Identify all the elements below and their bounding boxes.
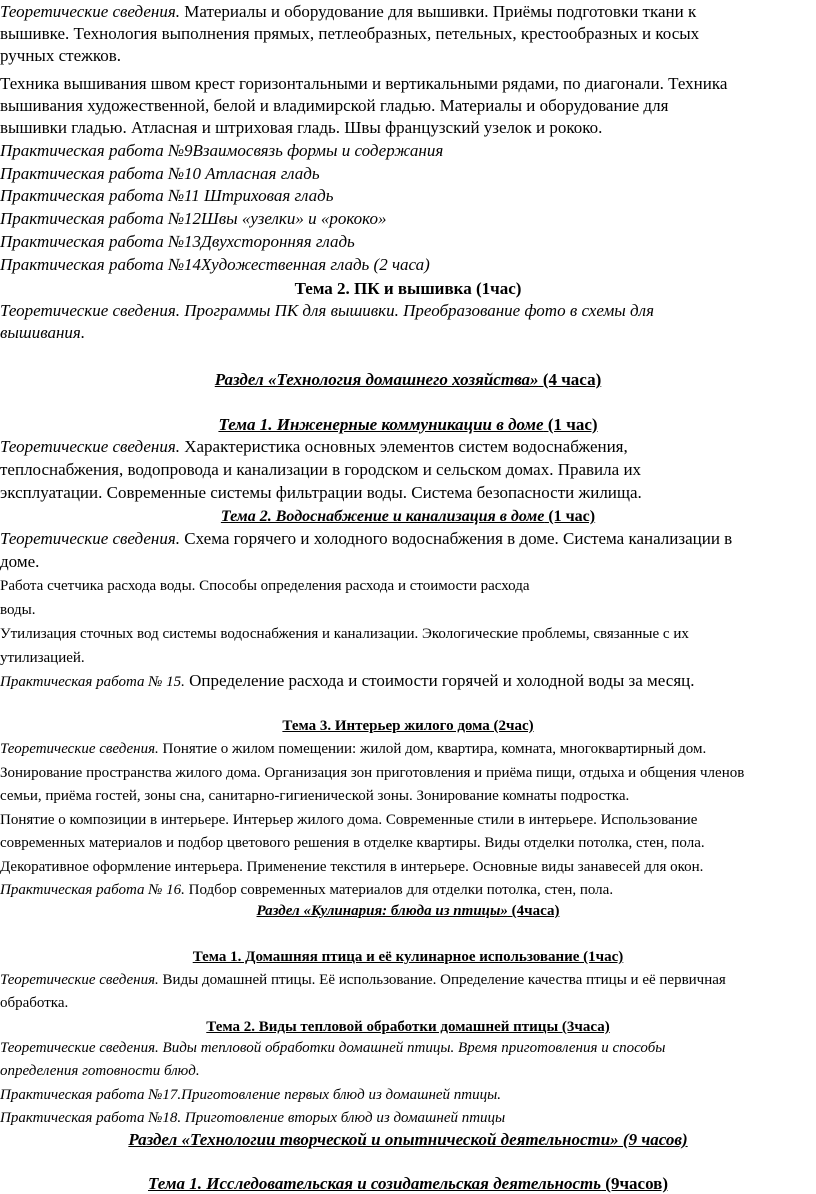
text-line: Теоретические сведения. Характеристика основных элементов систем водоснабжения, — [0, 437, 628, 456]
topic-heading: Тема 1. Исследовательская и созидательская деятельность (9часов) — [147, 1174, 668, 1193]
practical-work: Практическая работа №13Двухсторонняя гладь — [0, 232, 355, 251]
practical-work: Практическая работа №18. Приготовление вторых блюд из домашней птицы — [0, 1110, 506, 1126]
text-line: эксплуатации. Современные системы фильтрации воды. Система безопасности жилища. — [0, 483, 642, 502]
text-line: современных материалов и подбор цветового решения в отделке квартиры. Виды отделки потолка, стен, пола. — [0, 835, 705, 851]
text-line: теплоснабжения, водопровода и канализации в городском и сельском домах. Правила их — [0, 460, 642, 479]
text-line: вышивания. — [0, 323, 86, 342]
text-line: Теоретические сведения. Понятие о жилом помещении: жилой дом, квартира, комната, многоквартирный дом. — [0, 741, 707, 757]
text-line: Теоретические сведения. Материалы и оборудование для вышивки. Приёмы подготовки ткани к — [0, 2, 697, 21]
topic-heading: Тема 2. ПК и вышивка (1час) — [294, 279, 522, 298]
section-heading: Раздел «Кулинария: блюда из птицы» (4часа) — [256, 903, 560, 919]
text-line: Утилизация сточных вод системы водоснабжения и канализации. Экологические проблемы, связанные с их — [0, 626, 689, 642]
text-line: Теоретические сведения. Виды домашней птицы. Её использование. Определение качества птицы и её первичная — [0, 972, 726, 988]
practical-work: Практическая работа № 16. Подбор современных материалов для отделки потолка, стен, пола. — [0, 882, 614, 898]
text-line: вышивке. Технология выполнения прямых, петлеобразных, петельных, крестообразных и косых — [0, 24, 700, 43]
topic-heading: Тема 2. Виды тепловой обработки домашней птицы (3часа) — [206, 1019, 610, 1035]
text-line: Зонирование пространства жилого дома. Организация зон приготовления и приёма пищи, отдыха и общения членов — [0, 765, 745, 781]
text-line: Техника вышивания швом крест горизонтальными и вертикальными рядами, по диагонали. Техника — [0, 74, 728, 93]
practical-work: Практическая работа №11 Штриховая гладь — [0, 186, 334, 205]
text-line: Теоретические сведения. Программы ПК для вышивки. Преобразование фото в схемы для — [0, 301, 654, 320]
text-line: доме. — [0, 552, 40, 571]
section-heading: Раздел «Технология домашнего хозяйства» (4 часа) — [214, 370, 602, 389]
section-heading: Раздел «Технологии творческой и опытнической деятельности» (9 часов) — [128, 1130, 688, 1149]
text-line: обработка. — [0, 995, 69, 1011]
text-line: воды. — [0, 602, 36, 618]
text-line: определения готовности блюд. — [0, 1063, 200, 1079]
topic-heading: Тема 2. Водоснабжение и канализация в доме (1 час) — [220, 508, 596, 525]
text-line: ручных стежков. — [0, 46, 122, 65]
practical-work: Практическая работа № 15. Определение расхода и стоимости горячей и холодной воды за месяц. — [0, 671, 695, 690]
topic-heading: Тема 1. Домашняя птица и её кулинарное использование (1час) — [192, 949, 624, 965]
topic-heading: Тема 3. Интерьер жилого дома (2час) — [282, 718, 534, 734]
practical-work: Практическая работа №14Художественная гладь (2 часа) — [0, 255, 430, 274]
practical-work: Практическая работа №12Швы «узелки» и «рококо» — [0, 209, 387, 228]
text-line: Теоретические сведения. Виды тепловой обработки домашней птицы. Время приготовления и способы — [0, 1040, 666, 1056]
text-line: семьи, приёма гостей, зоны сна, санитарно-гигиенической зоны. Зонирование комнаты подростка. — [0, 788, 630, 804]
text-line: утилизацией. — [0, 650, 85, 666]
text-line: вышивания художественной, белой и владимирской гладью. Материалы и оборудование для — [0, 96, 669, 115]
text-line: Работа счетчика расхода воды. Способы определения расхода и стоимости расхода — [0, 578, 530, 594]
topic-heading: Тема 1. Инженерные коммуникации в доме (1 час) — [218, 415, 598, 434]
practical-work: Практическая работа №9Взаимосвязь формы и содержания — [0, 141, 444, 160]
practical-work: Практическая работа №17.Приготовление первых блюд из домашней птицы. — [0, 1087, 502, 1103]
text-line: вышивки гладью. Атласная и штриховая гладь. Швы французский узелок и рококо. — [0, 118, 603, 137]
practical-work: Практическая работа №10 Атласная гладь — [0, 164, 320, 183]
text-line: Теоретические сведения. Схема горячего и холодного водоснабжения в доме. Система канализации в — [0, 529, 733, 548]
text-line: Декоративное оформление интерьера. Применение текстиля в интерьере. Основные виды занавесей для окон. — [0, 859, 704, 875]
text-line: Понятие о композиции в интерьере. Интерьер жилого дома. Современные стили в интерьере. Использование — [0, 812, 698, 828]
